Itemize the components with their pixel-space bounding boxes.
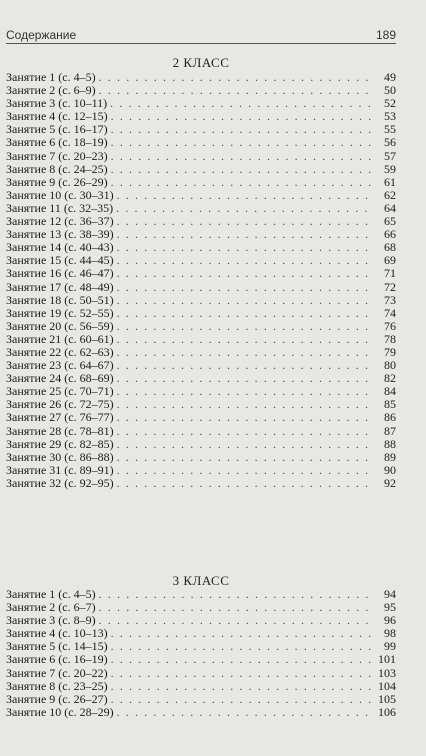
leader-dots (117, 320, 373, 333)
toc-entry-label: Занятие 3 (с. 8–9) (6, 613, 96, 628)
toc-entry-label: Занятие 24 (с. 68–69) (6, 371, 114, 386)
leader-dots (111, 693, 373, 706)
toc-entry-page: 78 (384, 331, 396, 346)
toc-entry-label: Занятие 4 (с. 12–15) (6, 109, 108, 124)
toc-entry-page: 105 (378, 691, 396, 706)
toc-entry-page: 92 (384, 475, 396, 490)
leader-dots (117, 398, 373, 411)
toc-entry-page: 64 (384, 200, 396, 215)
leader-dots (117, 425, 373, 438)
leader-dots (99, 84, 373, 97)
toc-entry-page: 98 (384, 626, 396, 641)
toc-entry-page: 79 (384, 344, 396, 359)
toc-entry-page: 99 (384, 639, 396, 654)
toc-entry-page: 82 (384, 371, 396, 386)
toc-entry (6, 653, 396, 666)
toc-entry (6, 281, 396, 294)
toc-entry-page: 49 (384, 70, 396, 84)
toc-entry (6, 706, 396, 719)
toc-entry-page: 72 (384, 279, 396, 294)
toc-entry-page: 76 (384, 318, 396, 333)
toc-entry-label: Занятие 3 (с. 10–11) (6, 96, 108, 111)
leader-dots (99, 71, 373, 84)
toc-entry-page: 52 (384, 96, 396, 111)
toc-entry-page: 56 (384, 135, 396, 150)
leader-dots (117, 477, 373, 490)
toc-entry-label: Занятие 2 (с. 6–9) (6, 83, 96, 98)
toc-entry-label: Занятие 10 (с. 30–31) (6, 187, 114, 202)
toc-entry-page: 59 (384, 161, 396, 176)
running-header (6, 24, 396, 44)
leader-dots (117, 451, 373, 464)
leader-dots (116, 202, 373, 215)
toc-entry (6, 333, 396, 346)
toc-entry (6, 163, 396, 176)
toc-entry-page: 96 (384, 613, 396, 628)
toc-entry (6, 150, 396, 163)
leader-dots (111, 136, 373, 149)
toc-list-grade-3 (6, 588, 396, 719)
toc-entry (6, 693, 396, 706)
leader-dots (99, 601, 373, 614)
toc-entry-label: Занятие 9 (с. 26–29) (6, 174, 108, 189)
toc-entry-label: Занятие 23 (с. 64–67) (6, 358, 114, 373)
toc-entry-label: Занятие 25 (с. 70–71) (6, 384, 114, 399)
leader-dots (117, 359, 373, 372)
leader-dots (99, 588, 373, 601)
toc-entry (6, 307, 396, 320)
toc-entry-page: 66 (384, 227, 396, 242)
toc-entry-page: 61 (384, 174, 396, 189)
toc-entry-page: 71 (384, 266, 396, 281)
leader-dots (117, 281, 373, 294)
toc-entry-page: 69 (384, 253, 396, 268)
toc-entry-page: 94 (384, 587, 396, 601)
toc-entry-label: Занятие 14 (с. 40–43) (6, 240, 114, 255)
toc-entry (6, 425, 396, 438)
toc-entry-label: Занятие 7 (с. 20–22) (6, 665, 108, 680)
toc-entry-page: 57 (384, 148, 396, 163)
toc-entry (6, 189, 396, 202)
toc-entry-page: 86 (384, 410, 396, 425)
leader-dots (117, 372, 373, 385)
toc-entry-label: Занятие 1 (с. 4–5) (6, 587, 96, 601)
toc-entry (6, 667, 396, 680)
toc-entry-page: 74 (384, 305, 396, 320)
leader-dots (111, 176, 373, 189)
leader-dots (117, 346, 373, 359)
toc-entry-page: 89 (384, 449, 396, 464)
toc-entry-label: Занятие 1 (с. 4–5) (6, 70, 96, 84)
toc-entry (6, 680, 396, 693)
toc-entry-page: 62 (384, 187, 396, 202)
toc-entry-label: Занятие 27 (с. 76–77) (6, 410, 114, 425)
toc-entry-page: 95 (384, 600, 396, 615)
toc-entry-page: 104 (378, 678, 396, 693)
toc-entry-label: Занятие 26 (с. 72–75) (6, 397, 114, 412)
toc-entry-label: Занятие 21 (с. 60–61) (6, 331, 114, 346)
toc-entry-label: Занятие 13 (с. 38–39) (6, 227, 114, 242)
toc-entry (6, 267, 396, 280)
toc-entry-label: Занятие 17 (с. 48–49) (6, 279, 114, 294)
leader-dots (117, 215, 373, 228)
toc-entry-label: Занятие 15 (с. 44–45) (6, 253, 114, 268)
toc-entry-page: 73 (384, 292, 396, 307)
toc-entry-page: 65 (384, 214, 396, 229)
toc-entry (6, 320, 396, 333)
leader-dots (117, 228, 373, 241)
toc-entry (6, 294, 396, 307)
section-title-grade-3: 3 КЛАСС (172, 573, 230, 588)
leader-dots (111, 627, 373, 640)
section-title-grade-2: 2 КЛАСС (172, 55, 230, 70)
leader-dots (111, 110, 373, 123)
leader-dots (111, 123, 373, 136)
leader-dots (111, 653, 373, 666)
leader-dots (99, 614, 373, 627)
header-title: Содержание (6, 28, 77, 42)
toc-entry-label: Занятие 6 (с. 18–19) (6, 135, 108, 150)
toc-entry-page: 101 (378, 652, 396, 667)
toc-entry-label: Занятие 11 (с. 32–35) (6, 200, 114, 215)
toc-entry-label: Занятие 28 (с. 78–81) (6, 423, 114, 438)
toc-entry-label: Занятие 18 (с. 50–51) (6, 292, 114, 307)
toc-entry-page: 55 (384, 122, 396, 137)
leader-dots (117, 254, 373, 267)
toc-entry-label: Занятие 16 (с. 46–47) (6, 266, 114, 281)
toc-entry (6, 438, 396, 451)
leader-dots (110, 97, 373, 110)
leader-dots (117, 294, 373, 307)
toc-entry (6, 464, 396, 477)
toc-entry-page: 103 (378, 665, 396, 680)
leader-dots (117, 307, 373, 320)
leader-dots (111, 163, 373, 176)
toc-entry-page: 88 (384, 436, 396, 451)
toc-entry-label: Занятие 2 (с. 6–7) (6, 600, 96, 615)
toc-entry-label: Занятие 8 (с. 24–25) (6, 161, 108, 176)
toc-entry-label: Занятие 4 (с. 10–13) (6, 626, 108, 641)
leader-dots (117, 706, 373, 719)
toc-entry-page: 90 (384, 462, 396, 477)
leader-dots (117, 189, 373, 202)
toc-entry (6, 136, 396, 149)
toc-entry-page: 84 (384, 384, 396, 399)
toc-entry-label: Занятие 10 (с. 28–29) (6, 704, 114, 719)
toc-entry (6, 451, 396, 464)
leader-dots (117, 333, 373, 346)
toc-entry-label: Занятие 19 (с. 52–55) (6, 305, 114, 320)
toc-entry-page: 85 (384, 397, 396, 412)
leader-dots (111, 640, 373, 653)
toc-entry (6, 411, 396, 424)
toc-entry-label: Занятие 31 (с. 89–91) (6, 462, 114, 477)
leader-dots (117, 241, 373, 254)
toc-entry-label: Занятие 8 (с. 23–25) (6, 678, 108, 693)
leader-dots (117, 385, 373, 398)
toc-entry-label: Занятие 12 (с. 36–37) (6, 214, 114, 229)
toc-entry-page: 50 (384, 83, 396, 98)
leader-dots (117, 411, 373, 424)
toc-entry-label: Занятие 9 (с. 26–27) (6, 691, 108, 706)
toc-entry-label: Занятие 30 (с. 86–88) (6, 449, 114, 464)
leader-dots (117, 438, 373, 451)
toc-entry-page: 53 (384, 109, 396, 124)
toc-entry-label: Занятие 7 (с. 20–23) (6, 148, 108, 163)
toc-entry-label: Занятие 5 (с. 16–17) (6, 122, 108, 137)
toc-entry-label: Занятие 32 (с. 92–95) (6, 475, 114, 490)
toc-entry-label: Занятие 6 (с. 16–19) (6, 652, 108, 667)
leader-dots (111, 667, 373, 680)
toc-list-grade-2 (6, 71, 396, 490)
toc-entry-page: 87 (384, 423, 396, 438)
leader-dots (111, 680, 373, 693)
toc-entry (6, 477, 396, 490)
toc-entry-label: Занятие 20 (с. 56–59) (6, 318, 114, 333)
leader-dots (117, 464, 373, 477)
toc-entry (6, 176, 396, 189)
toc-entry-label: Занятие 29 (с. 82–85) (6, 436, 114, 451)
toc-entry-label: Занятие 22 (с. 62–63) (6, 344, 114, 359)
header-page-number: 189 (375, 28, 396, 42)
toc-entry-page: 80 (384, 358, 396, 373)
leader-dots (117, 267, 373, 280)
toc-entry-label: Занятие 5 (с. 14–15) (6, 639, 108, 654)
toc-entry-page: 106 (378, 704, 396, 719)
toc-entry-page: 68 (384, 240, 396, 255)
leader-dots (111, 150, 373, 163)
